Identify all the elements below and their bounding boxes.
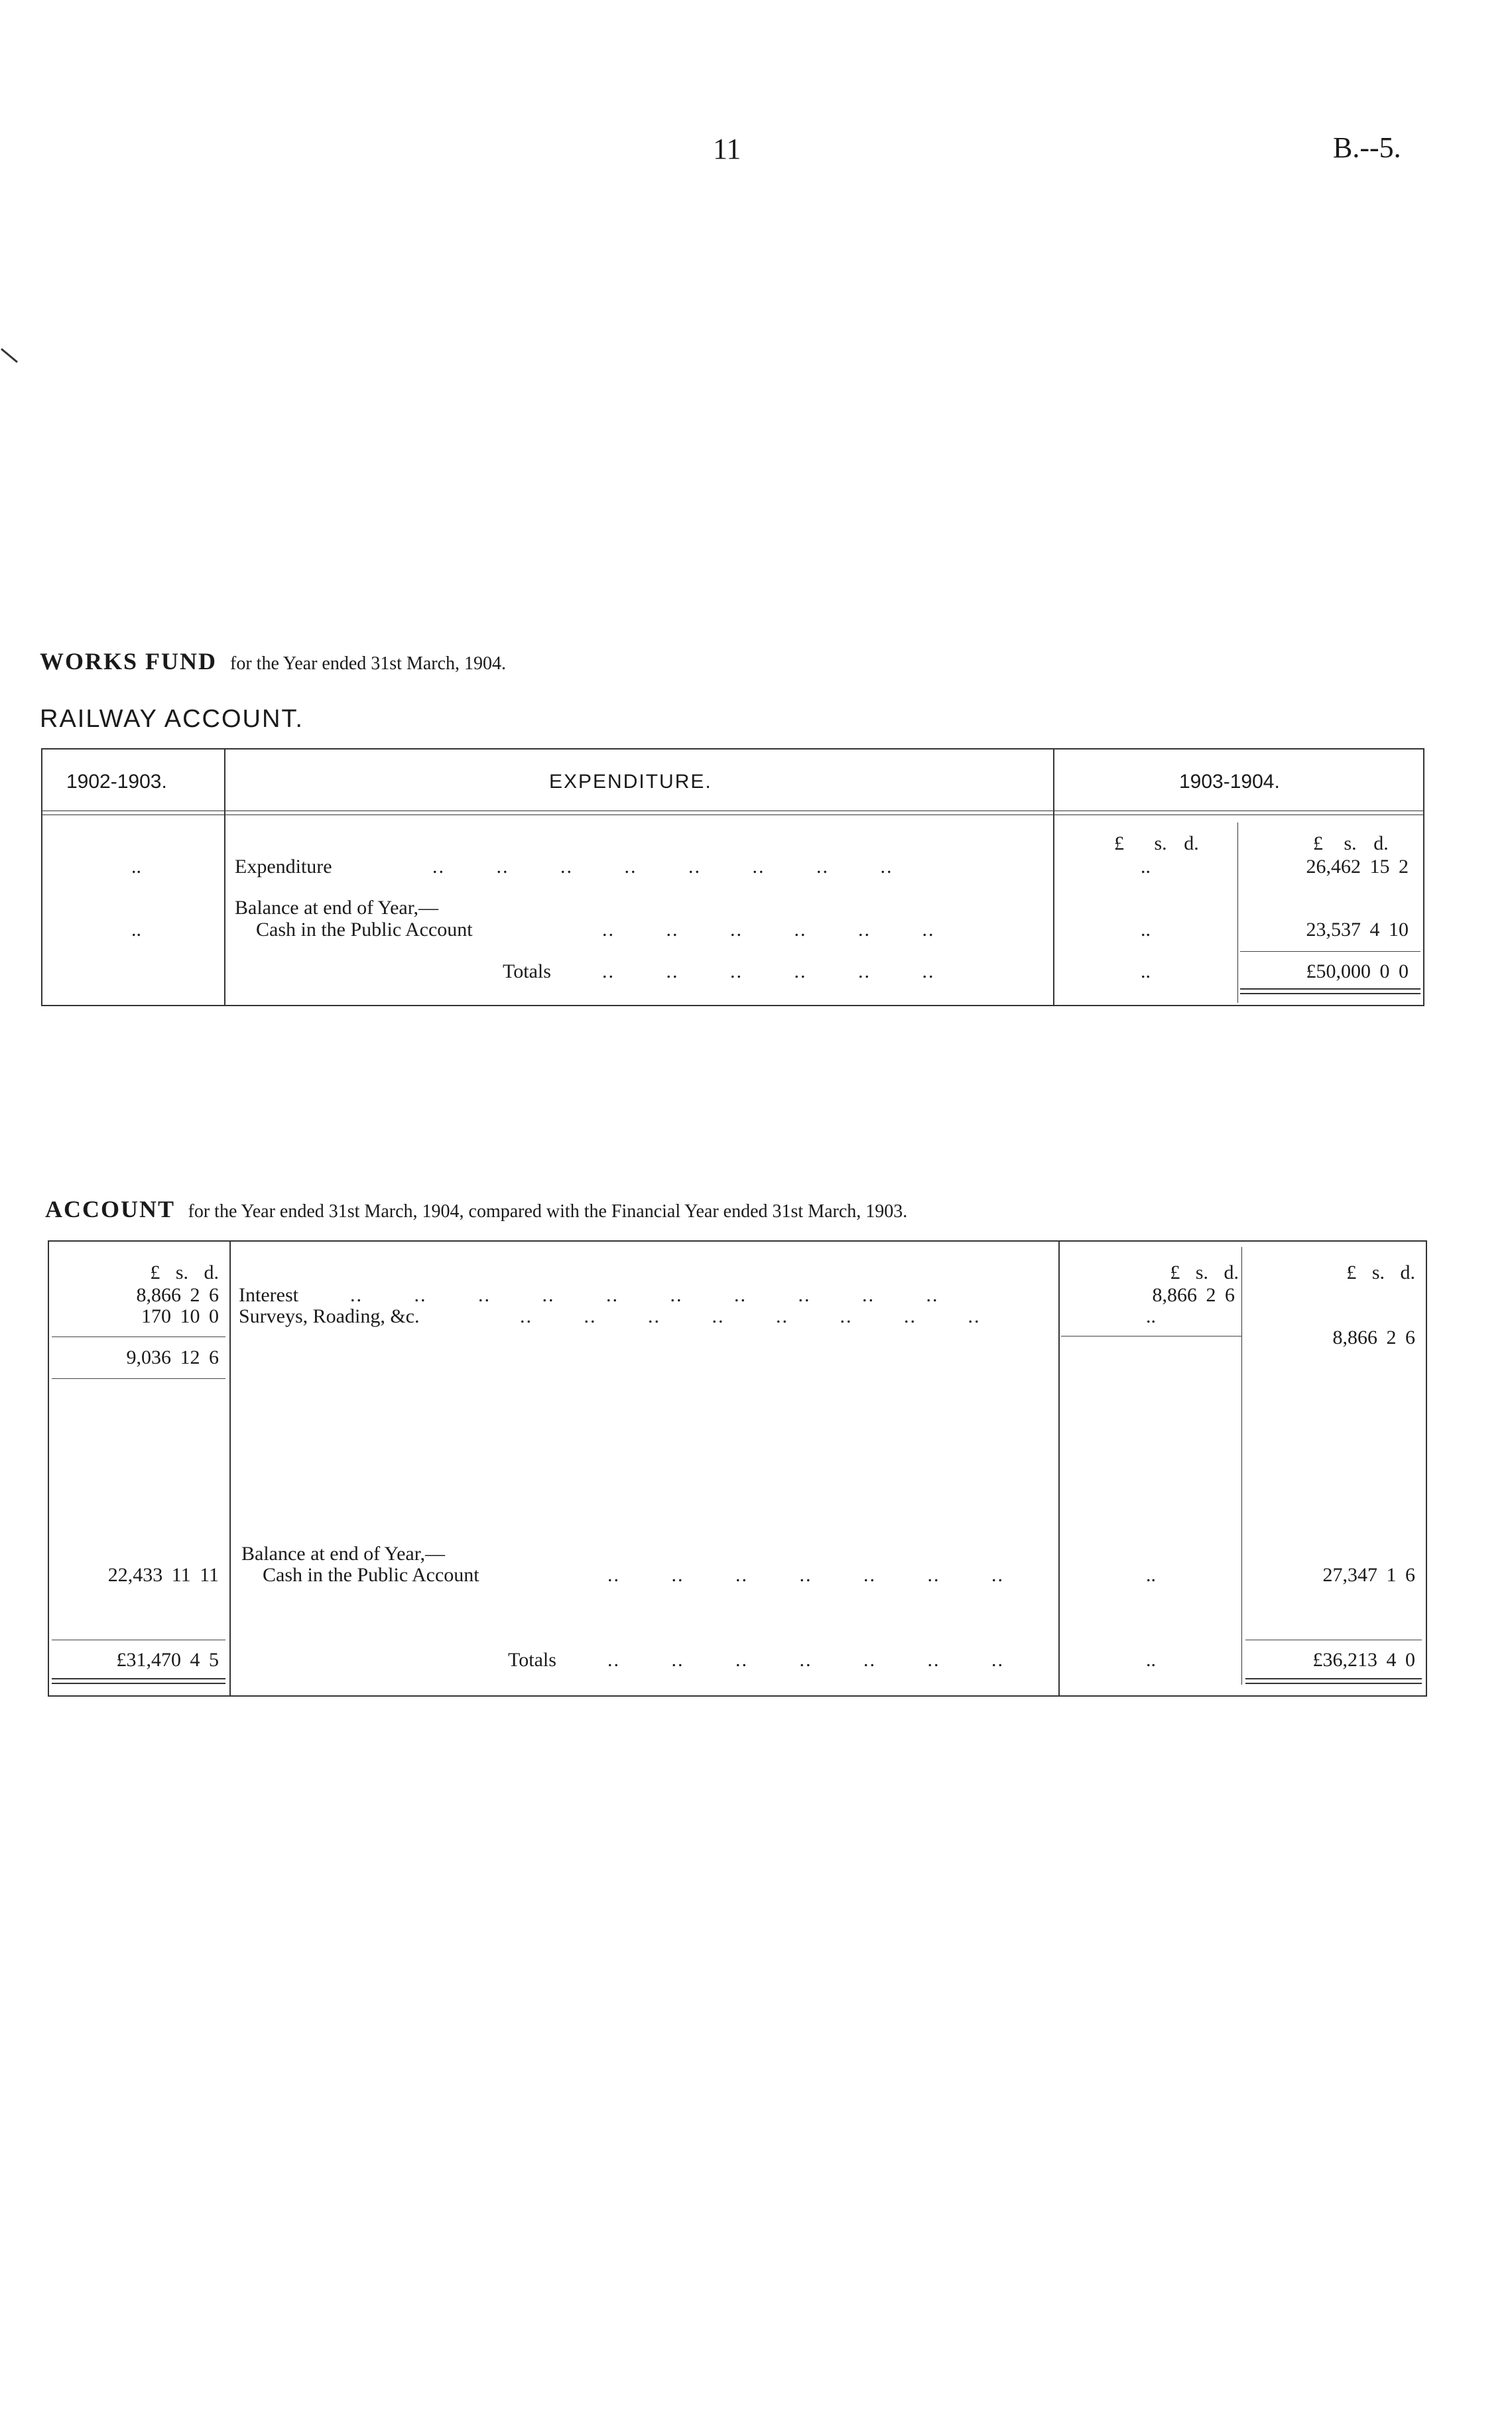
row-balance-label-2: Cash in the Public Account [256,919,473,941]
row-expenditure-label: Expenditure [235,856,332,878]
account-balance-label-1: Balance at end of Year,— [241,1543,446,1565]
col-b-pound: £ [1313,832,1323,854]
account-prev-subtotal: 9,036 12 6 [126,1346,219,1368]
account-heading-bold: ACCOUNT [45,1196,176,1222]
account-totals-label: Totals [508,1649,556,1671]
row-balance-dots: .. .. .. .. .. .. [602,919,935,941]
account-col-b-header: £ s. d. [1346,1262,1415,1283]
account-prev-v1: 8,866 2 6 [136,1284,219,1306]
row-expenditure-col-a: .. [1141,856,1151,878]
row-balance-label-1: Balance at end of Year,— [235,897,439,919]
works-fund-totals-col-b: £50,000 0 0 [1306,960,1409,982]
account-col-b-total: £36,213 4 0 [1312,1649,1415,1671]
works-fund-totals-col-a: .. [1141,960,1151,982]
account-prev-total: £31,470 4 5 [116,1649,219,1671]
account-totals-dots: .. .. .. .. .. .. .. [607,1649,1004,1671]
col-a-s: s. [1154,832,1167,854]
account-col-b-subtotal: 8,866 2 6 [1332,1327,1415,1348]
account-balance-dots: .. .. .. .. .. .. .. [607,1564,1004,1586]
account-col-a-balance: .. [1146,1564,1156,1586]
row-balance-prev: .. [131,919,141,941]
works-fund-totals-dots: .. .. .. .. .. .. [602,960,935,982]
account-prev-header: £ s. d. [150,1262,219,1283]
account-col-a-total: .. [1146,1649,1156,1671]
col-b-d: d. [1373,832,1389,854]
account-heading-rest: for the Year ended 31st March, 1904, compared with the Financial Year ended 31st March, 1903. [188,1201,908,1222]
account-prev-v2: 170 10 0 [141,1305,219,1327]
account-col-a-v2: .. [1146,1305,1156,1327]
col-header-1903-1904: 1903-1904. [1179,771,1280,793]
row-expenditure-prev: .. [131,856,141,878]
works-fund-heading-bold: WORKS FUND [40,648,218,675]
row-balance-col-a: .. [1141,919,1151,941]
row-balance-col-b: 23,537 4 10 [1306,919,1409,941]
col-header-1902-1903: 1902-1903. [66,771,167,793]
account-interest-dots: .. .. .. .. .. .. .. .. .. .. [350,1284,939,1306]
page-number: 11 [713,133,741,165]
account-surveys-label: Surveys, Roading, &c. [239,1305,420,1327]
works-fund-totals-label: Totals [503,960,551,982]
account-interest-label: Interest [239,1284,298,1306]
account-col-b-balance: 27,347 1 6 [1322,1564,1415,1586]
works-fund-heading-rest: for the Year ended 31st March, 1904. [230,653,507,674]
col-a-pound: £ [1114,832,1124,854]
account-prev-balance: 22,433 11 11 [107,1564,219,1586]
row-expenditure-dots: .. .. .. .. .. .. .. .. [432,856,893,878]
document-reference: B.--5. [1333,131,1401,164]
railway-account-heading: RAILWAY ACCOUNT. [40,705,304,733]
account-col-a-v1: 8,866 2 6 [1152,1284,1235,1306]
col-header-expenditure: EXPENDITURE. [549,771,712,793]
row-expenditure-col-b: 26,462 15 2 [1306,856,1409,878]
account-col-a-header: £ s. d. [1170,1262,1239,1283]
account-surveys-dots: .. .. .. .. .. .. .. .. [520,1305,981,1327]
col-a-d: d. [1184,832,1199,854]
col-b-s: s. [1344,832,1357,854]
account-balance-label-2: Cash in the Public Account [263,1564,479,1586]
